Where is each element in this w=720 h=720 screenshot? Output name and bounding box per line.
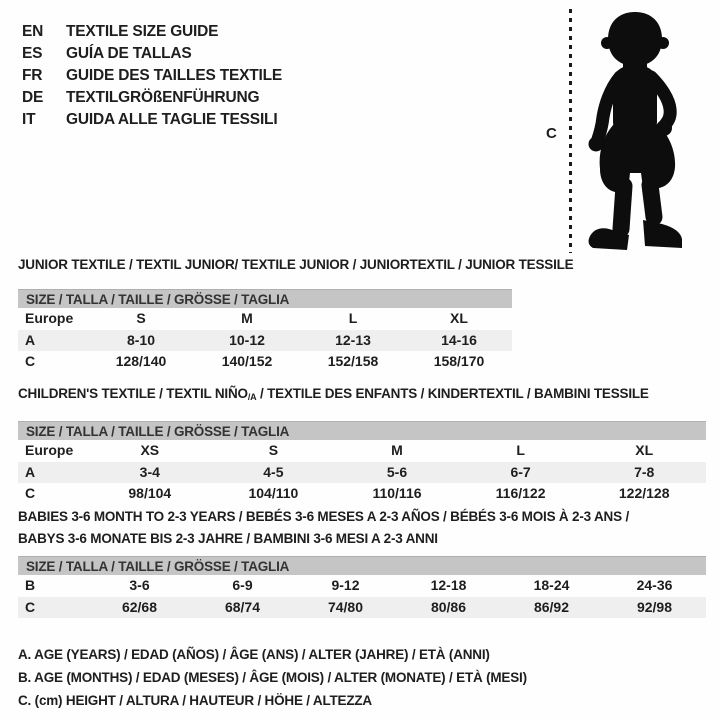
children-textile-section xyxy=(18,385,706,505)
table-cell: 12-18 xyxy=(430,577,467,593)
table-cell: 122/128 xyxy=(618,485,670,501)
table-cell: 62/68 xyxy=(121,598,158,615)
language-code: ES xyxy=(22,45,43,62)
table-row xyxy=(18,351,512,373)
table-cell: 80/86 xyxy=(430,598,467,615)
table-cell: XL xyxy=(450,310,468,326)
table-cell: M xyxy=(241,310,253,326)
size-header-bar: SIZE / TALLA / TAILLE / GRÖSSE / TAGLIA xyxy=(18,289,512,308)
table-cell: S xyxy=(268,442,279,458)
title-subscript: /A xyxy=(247,392,257,402)
table-cell: S xyxy=(136,310,146,326)
language-title: GUÍA DE TALLAS xyxy=(66,45,192,62)
language-title: GUIDA ALLE TAGLIE TESSILI xyxy=(66,111,278,128)
table-cell: 12-13 xyxy=(335,331,371,348)
table-cell: 24-36 xyxy=(636,577,673,593)
babies-textile-section xyxy=(18,506,706,618)
row-label: Europe xyxy=(25,310,74,326)
table-cell: 116/122 xyxy=(495,485,546,501)
children-table-title xyxy=(18,385,706,406)
table-cell: 5-6 xyxy=(386,463,408,480)
legend-line-b: B. AGE (MONTHS) / EDAD (MESES) / ÂGE (MOIS) / ALTER (MONATE) / ETÀ (MESI) xyxy=(18,670,527,685)
table-cell: 92/98 xyxy=(636,598,673,615)
table-cell: 104/110 xyxy=(248,485,299,501)
language-row xyxy=(22,21,282,43)
toddler-silhouette-icon xyxy=(578,10,698,252)
babies-table-title xyxy=(18,506,706,550)
language-row xyxy=(22,65,282,87)
junior-textile-section xyxy=(18,256,574,373)
table-cell: 158/170 xyxy=(433,353,485,369)
legend-line-a: A. AGE (YEARS) / EDAD (AÑOS) / ÂGE (ANS) / ALTER (JAHRE) / ETÀ (ANNI) xyxy=(18,647,490,662)
language-code: IT xyxy=(22,111,36,128)
junior-table-rows xyxy=(18,308,512,373)
table-cell: 140/152 xyxy=(221,353,273,369)
language-row xyxy=(22,109,282,131)
table-cell: 8-10 xyxy=(126,331,156,348)
table-row xyxy=(18,483,706,505)
language-title: TEXTILE SIZE GUIDE xyxy=(66,23,219,40)
table-row xyxy=(18,440,706,462)
table-cell: 68/74 xyxy=(224,598,261,615)
row-label: A xyxy=(25,463,36,480)
row-label: C xyxy=(25,485,36,501)
size-header-bar: SIZE / TALLA / TAILLE / GRÖSSE / TAGLIA xyxy=(18,556,706,575)
table-cell: 3-6 xyxy=(129,577,150,593)
table-cell: 4-5 xyxy=(263,463,284,480)
babies-title-line2: BABYS 3-6 MONATE BIS 2-3 JAHRE / BAMBINI 3-6 MESI A 2-3 ANNI xyxy=(18,531,438,546)
table-cell: 9-12 xyxy=(331,577,360,593)
language-title-list xyxy=(22,21,282,131)
table-cell: M xyxy=(391,442,403,458)
table-row xyxy=(18,597,706,619)
junior-table-title: JUNIOR TEXTILE / TEXTIL JUNIOR/ TEXTILE JUNIOR / JUNIORTEXTIL / JUNIOR TESSILE xyxy=(18,257,574,272)
babies-title-line1: BABIES 3-6 MONTH TO 2-3 YEARS / BEBÉS 3-6 MESES A 2-3 AÑOS / BÉBÉS 3-6 MOIS À 2-3 ANS / xyxy=(18,509,629,524)
legend-line-c: C. (cm) HEIGHT / ALTURA / HAUTEUR / HÖHE / ALTEZZA xyxy=(18,693,372,708)
table-cell: 110/116 xyxy=(372,485,422,501)
language-row xyxy=(22,43,282,65)
children-table-rows xyxy=(18,440,706,505)
language-code: FR xyxy=(22,67,43,84)
title-text: / TEXTILE DES ENFANTS / KINDERTEXTIL / BAMBINI TESSILE xyxy=(256,386,649,401)
table-cell: 128/140 xyxy=(115,353,167,369)
height-measure-label: C xyxy=(546,125,557,142)
table-cell: 6-7 xyxy=(510,463,531,480)
table-cell: 86/92 xyxy=(533,598,570,615)
table-cell: 3-4 xyxy=(139,463,160,480)
babies-table-rows xyxy=(18,575,706,618)
measurement-legend xyxy=(18,643,527,712)
title-text: CHILDREN'S TEXTILE / TEXTIL NIÑO xyxy=(18,386,248,401)
table-cell: 10-12 xyxy=(229,331,265,348)
row-label: Europe xyxy=(25,442,74,458)
row-label: C xyxy=(25,353,36,369)
table-row xyxy=(18,575,706,597)
row-label: B xyxy=(25,577,36,593)
table-row xyxy=(18,462,706,484)
language-code: EN xyxy=(22,23,44,40)
table-cell: 74/80 xyxy=(327,598,364,615)
table-cell: 14-16 xyxy=(441,331,477,348)
table-cell: XS xyxy=(140,442,160,458)
table-row xyxy=(18,330,512,352)
row-label: C xyxy=(25,598,36,615)
table-cell: 6-9 xyxy=(232,577,253,593)
table-cell: XL xyxy=(635,442,654,458)
table-cell: 152/158 xyxy=(327,353,379,369)
table-cell: 7-8 xyxy=(634,463,655,480)
table-cell: 98/104 xyxy=(128,485,172,501)
height-measure-dotted-line xyxy=(569,9,572,253)
table-cell: 18-24 xyxy=(533,577,570,593)
table-row xyxy=(18,308,512,330)
size-header-bar: SIZE / TALLA / TAILLE / GRÖSSE / TAGLIA xyxy=(18,421,706,440)
language-code: DE xyxy=(22,89,44,106)
language-row xyxy=(22,87,282,109)
language-title: TEXTILGRÖßENFÜHRUNG xyxy=(66,89,260,106)
row-label: A xyxy=(25,331,36,348)
table-cell: L xyxy=(348,310,358,326)
table-cell: L xyxy=(516,442,525,458)
language-title: GUIDE DES TAILLES TEXTILE xyxy=(66,67,283,84)
